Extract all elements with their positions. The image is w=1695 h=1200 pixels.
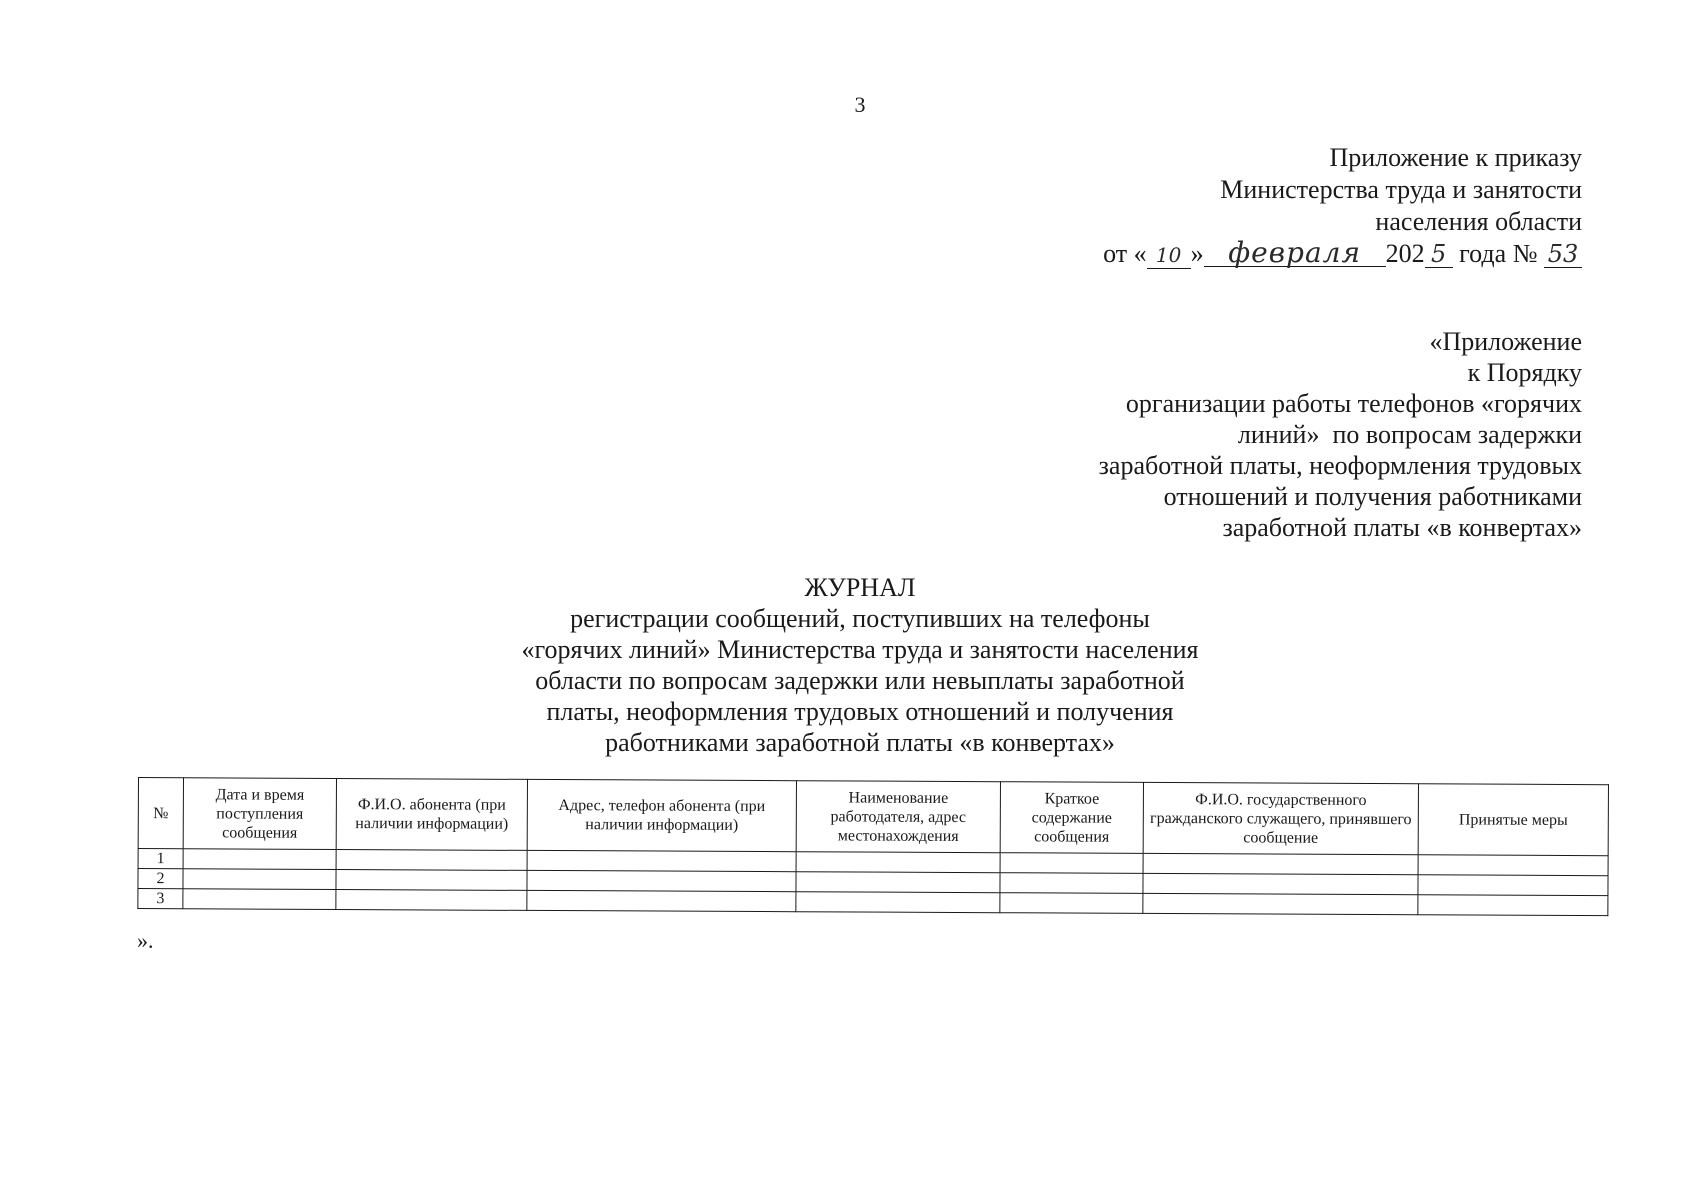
table-cell xyxy=(183,849,336,870)
table-cell xyxy=(183,889,336,910)
header-caller-name: Ф.И.О. абонента (при наличии информации) xyxy=(336,778,527,850)
table-cell xyxy=(796,872,1000,893)
table-header-row xyxy=(138,778,1608,856)
handwritten-order-number: 53 xyxy=(1544,241,1582,268)
table-cell xyxy=(1000,853,1143,874)
journal-subtitle-line: регистрации сообщений, поступивших на телефоны xyxy=(570,604,1150,633)
procedure-line: к Порядку xyxy=(1467,358,1582,387)
journal-heading xyxy=(460,572,1260,758)
table-cell xyxy=(1418,855,1608,876)
table-cell xyxy=(1000,893,1143,914)
handwritten-month: февраля xyxy=(1204,240,1386,267)
header-measures: Принятые меры xyxy=(1418,784,1608,856)
procedure-line: заработной платы, неоформления трудовых xyxy=(1098,451,1582,480)
journal-subtitle-line: работниками заработной платы «в конвертах» xyxy=(605,728,1115,757)
table-cell xyxy=(1143,853,1418,874)
appendix-line: Министерства труда и занятости xyxy=(1220,175,1582,204)
row-number-cell: 1 xyxy=(138,849,183,869)
header-summary: Краткое содержание сообщения xyxy=(1000,782,1143,854)
table-cell xyxy=(336,869,527,890)
table-cell xyxy=(527,890,796,911)
order-year-prefix: 202 xyxy=(1385,239,1425,268)
procedure-line: заработной платы «в конвертах» xyxy=(1222,513,1582,542)
table-cell xyxy=(336,889,527,910)
table-cell xyxy=(1000,873,1143,894)
table-cell xyxy=(796,892,1000,913)
row-number-cell: 2 xyxy=(138,869,183,889)
order-quote-close: » xyxy=(1190,239,1204,268)
handwritten-year-digit: 5 xyxy=(1425,241,1453,268)
table-cell xyxy=(1143,873,1418,894)
table-cell xyxy=(183,869,336,890)
procedure-line: отношений и получения работниками xyxy=(1163,482,1582,511)
procedure-line: организации работы телефонов «горячих xyxy=(1125,389,1582,418)
procedure-appendix-header xyxy=(1099,326,1582,543)
registration-journal-table xyxy=(137,777,1609,916)
header-employer: Наименование работодателя, адрес местонахождения xyxy=(796,781,1000,853)
table-cell xyxy=(1418,875,1608,896)
header-date-time: Дата и время поступления сообщения xyxy=(183,778,336,850)
order-year-suffix: года № xyxy=(1459,239,1538,268)
header-caller-address-phone: Адрес, телефон абонента (при наличии информации) xyxy=(527,779,796,851)
journal-subtitle-line: платы, неоформления трудовых отношений и получения xyxy=(546,697,1174,726)
closing-quote-mark: ». xyxy=(137,928,154,953)
table-cell xyxy=(796,852,1000,873)
table-cell xyxy=(1418,895,1608,916)
appendix-line: населения области xyxy=(1375,207,1582,236)
header-number: № xyxy=(138,778,183,849)
table-cell xyxy=(527,870,796,891)
page-number: 3 xyxy=(854,92,866,117)
journal-subtitle-line: «горячих линий» Министерства труда и занятости населения xyxy=(521,635,1199,664)
header-civil-servant: Ф.И.О. государственного гражданского служащего, принявшего сообщение xyxy=(1143,782,1418,854)
order-date-number-line xyxy=(1103,238,1582,270)
order-prefix: от « xyxy=(1103,239,1147,268)
journal-title: ЖУРНАЛ xyxy=(804,573,916,602)
table-cell xyxy=(527,850,796,871)
order-appendix-header xyxy=(1103,142,1582,270)
table-cell xyxy=(336,849,527,870)
journal-subtitle-line: области по вопросам задержки или невыплаты заработной xyxy=(535,666,1185,695)
procedure-line: «Приложение xyxy=(1429,327,1582,356)
procedure-line: линий» по вопросам задержки xyxy=(1237,420,1582,449)
row-number-cell: 3 xyxy=(138,889,183,909)
appendix-line: Приложение к приказу xyxy=(1329,143,1582,172)
handwritten-day: 10 xyxy=(1147,242,1191,269)
table-cell xyxy=(1143,893,1418,914)
